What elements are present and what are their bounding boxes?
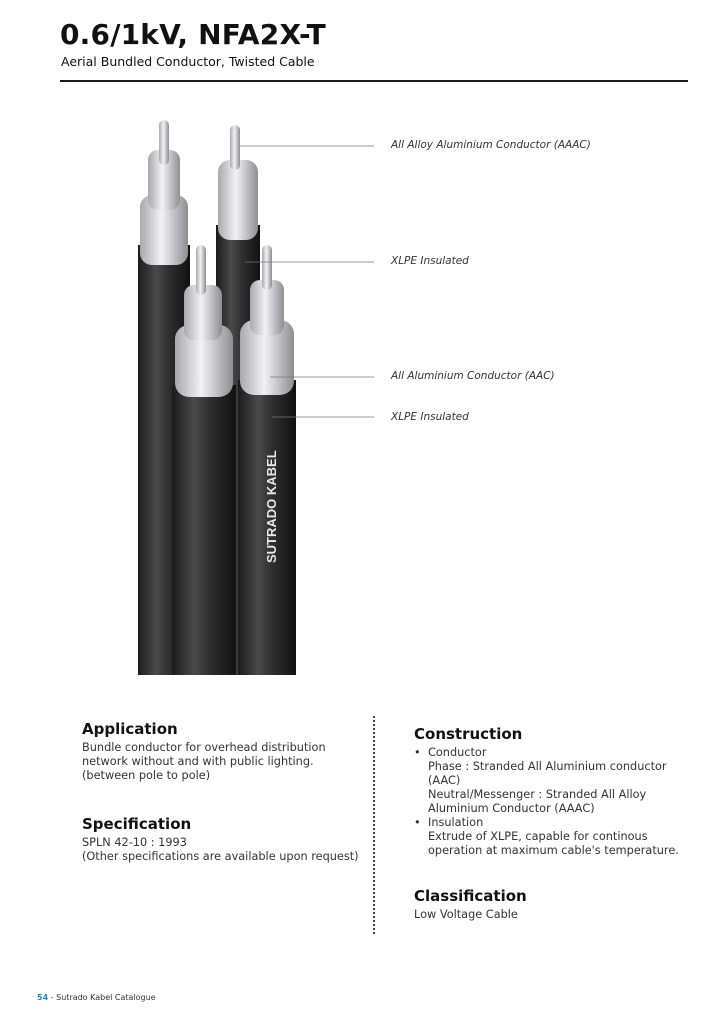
construction-bullet-text: Insulation Extrude of XLPE, capable for continous operation at maximum cable's temperature. (428, 816, 679, 857)
application-text: Bundle conductor for overhead distribution network without and with public lighting. (between pole to pole) (82, 741, 326, 782)
bullet-dot: • (414, 746, 421, 759)
page-number: 54 (37, 993, 49, 1002)
page-footer (37, 993, 156, 1002)
construction-heading: Construction (414, 725, 523, 743)
bullet-dot: • (414, 816, 421, 829)
page-title: 0.6/1kV, NFA2X-T (60, 18, 326, 51)
callout-aac: All Aluminium Conductor (AAC) (391, 370, 555, 382)
callout-aaac: All Alloy Aluminium Conductor (AAAC) (391, 139, 591, 151)
cable-drawing (0, 95, 725, 705)
construction-bullet-text: Conductor Phase : Stranded All Aluminium conductor (AAC) Neutral/Messenger : Stranded All Alloy Aluminium Conductor (AAAC) (428, 746, 667, 815)
cable-illustration (0, 95, 725, 705)
column-divider (373, 716, 375, 934)
page-subtitle: Aerial Bundled Conductor, Twisted Cable (61, 54, 315, 69)
callout-xlpe-top: XLPE Insulated (391, 255, 469, 267)
footer-text: - Sutrado Kabel Catalogue (48, 993, 156, 1002)
application-heading: Application (82, 720, 178, 738)
classification-heading: Classification (414, 887, 527, 905)
title-divider (60, 80, 688, 82)
specification-heading: Specification (82, 815, 192, 833)
classification-text: Low Voltage Cable (414, 908, 518, 921)
callout-xlpe-bottom: XLPE Insulated (391, 411, 469, 423)
cable-print-text: SUTRADO KABEL (264, 450, 279, 563)
specification-text: SPLN 42-10 : 1993 (Other specifications are available upon request) (82, 836, 359, 863)
